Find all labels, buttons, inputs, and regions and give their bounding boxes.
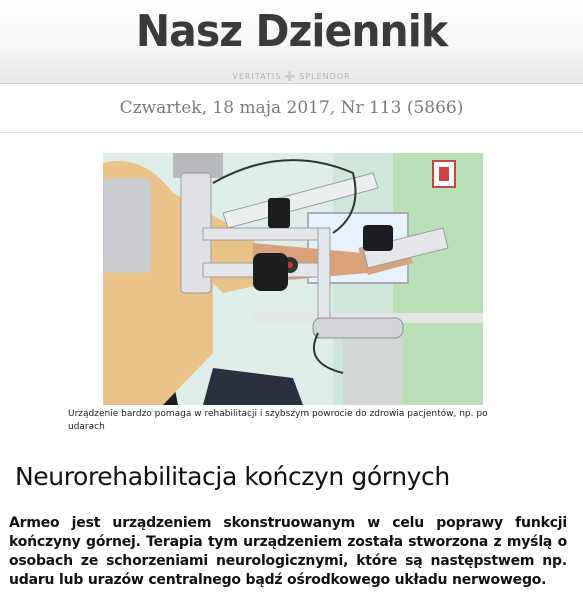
- article-title: Neurorehabilitacja kończyn górnych: [15, 462, 450, 491]
- motto-right: SPLENDOR: [299, 72, 351, 81]
- masthead: [0, 0, 583, 84]
- photo-caption: Urządzenie bardzo pomaga w rehabilitacji i szybszym powrocie do zdrowia pacjentów, np. po udarach: [68, 409, 488, 432]
- rehabilitation-device-illustration: [103, 153, 483, 405]
- article-photo: [103, 153, 483, 405]
- logo-motto: [0, 70, 583, 85]
- motto-left: VERITATIS: [232, 72, 282, 81]
- header-divider: [0, 132, 583, 133]
- cross-icon: ✚: [284, 70, 297, 85]
- site-logo[interactable]: Nasz Dziennik: [135, 6, 448, 57]
- issue-dateline: Czwartek, 18 maja 2017, Nr 113 (5866): [119, 98, 464, 118]
- article-lead: Armeo jest urządzeniem skonstruowanym w celu poprawy funkcji kończyny górnej. Terapia tym urządzeniem została stworzona z myślą o osobach ze schorzeniami neurologicznymi, które są następstwem np. udaru lub urazów centralnego bądź ośrodkowego układu nerwowego.: [9, 515, 567, 588]
